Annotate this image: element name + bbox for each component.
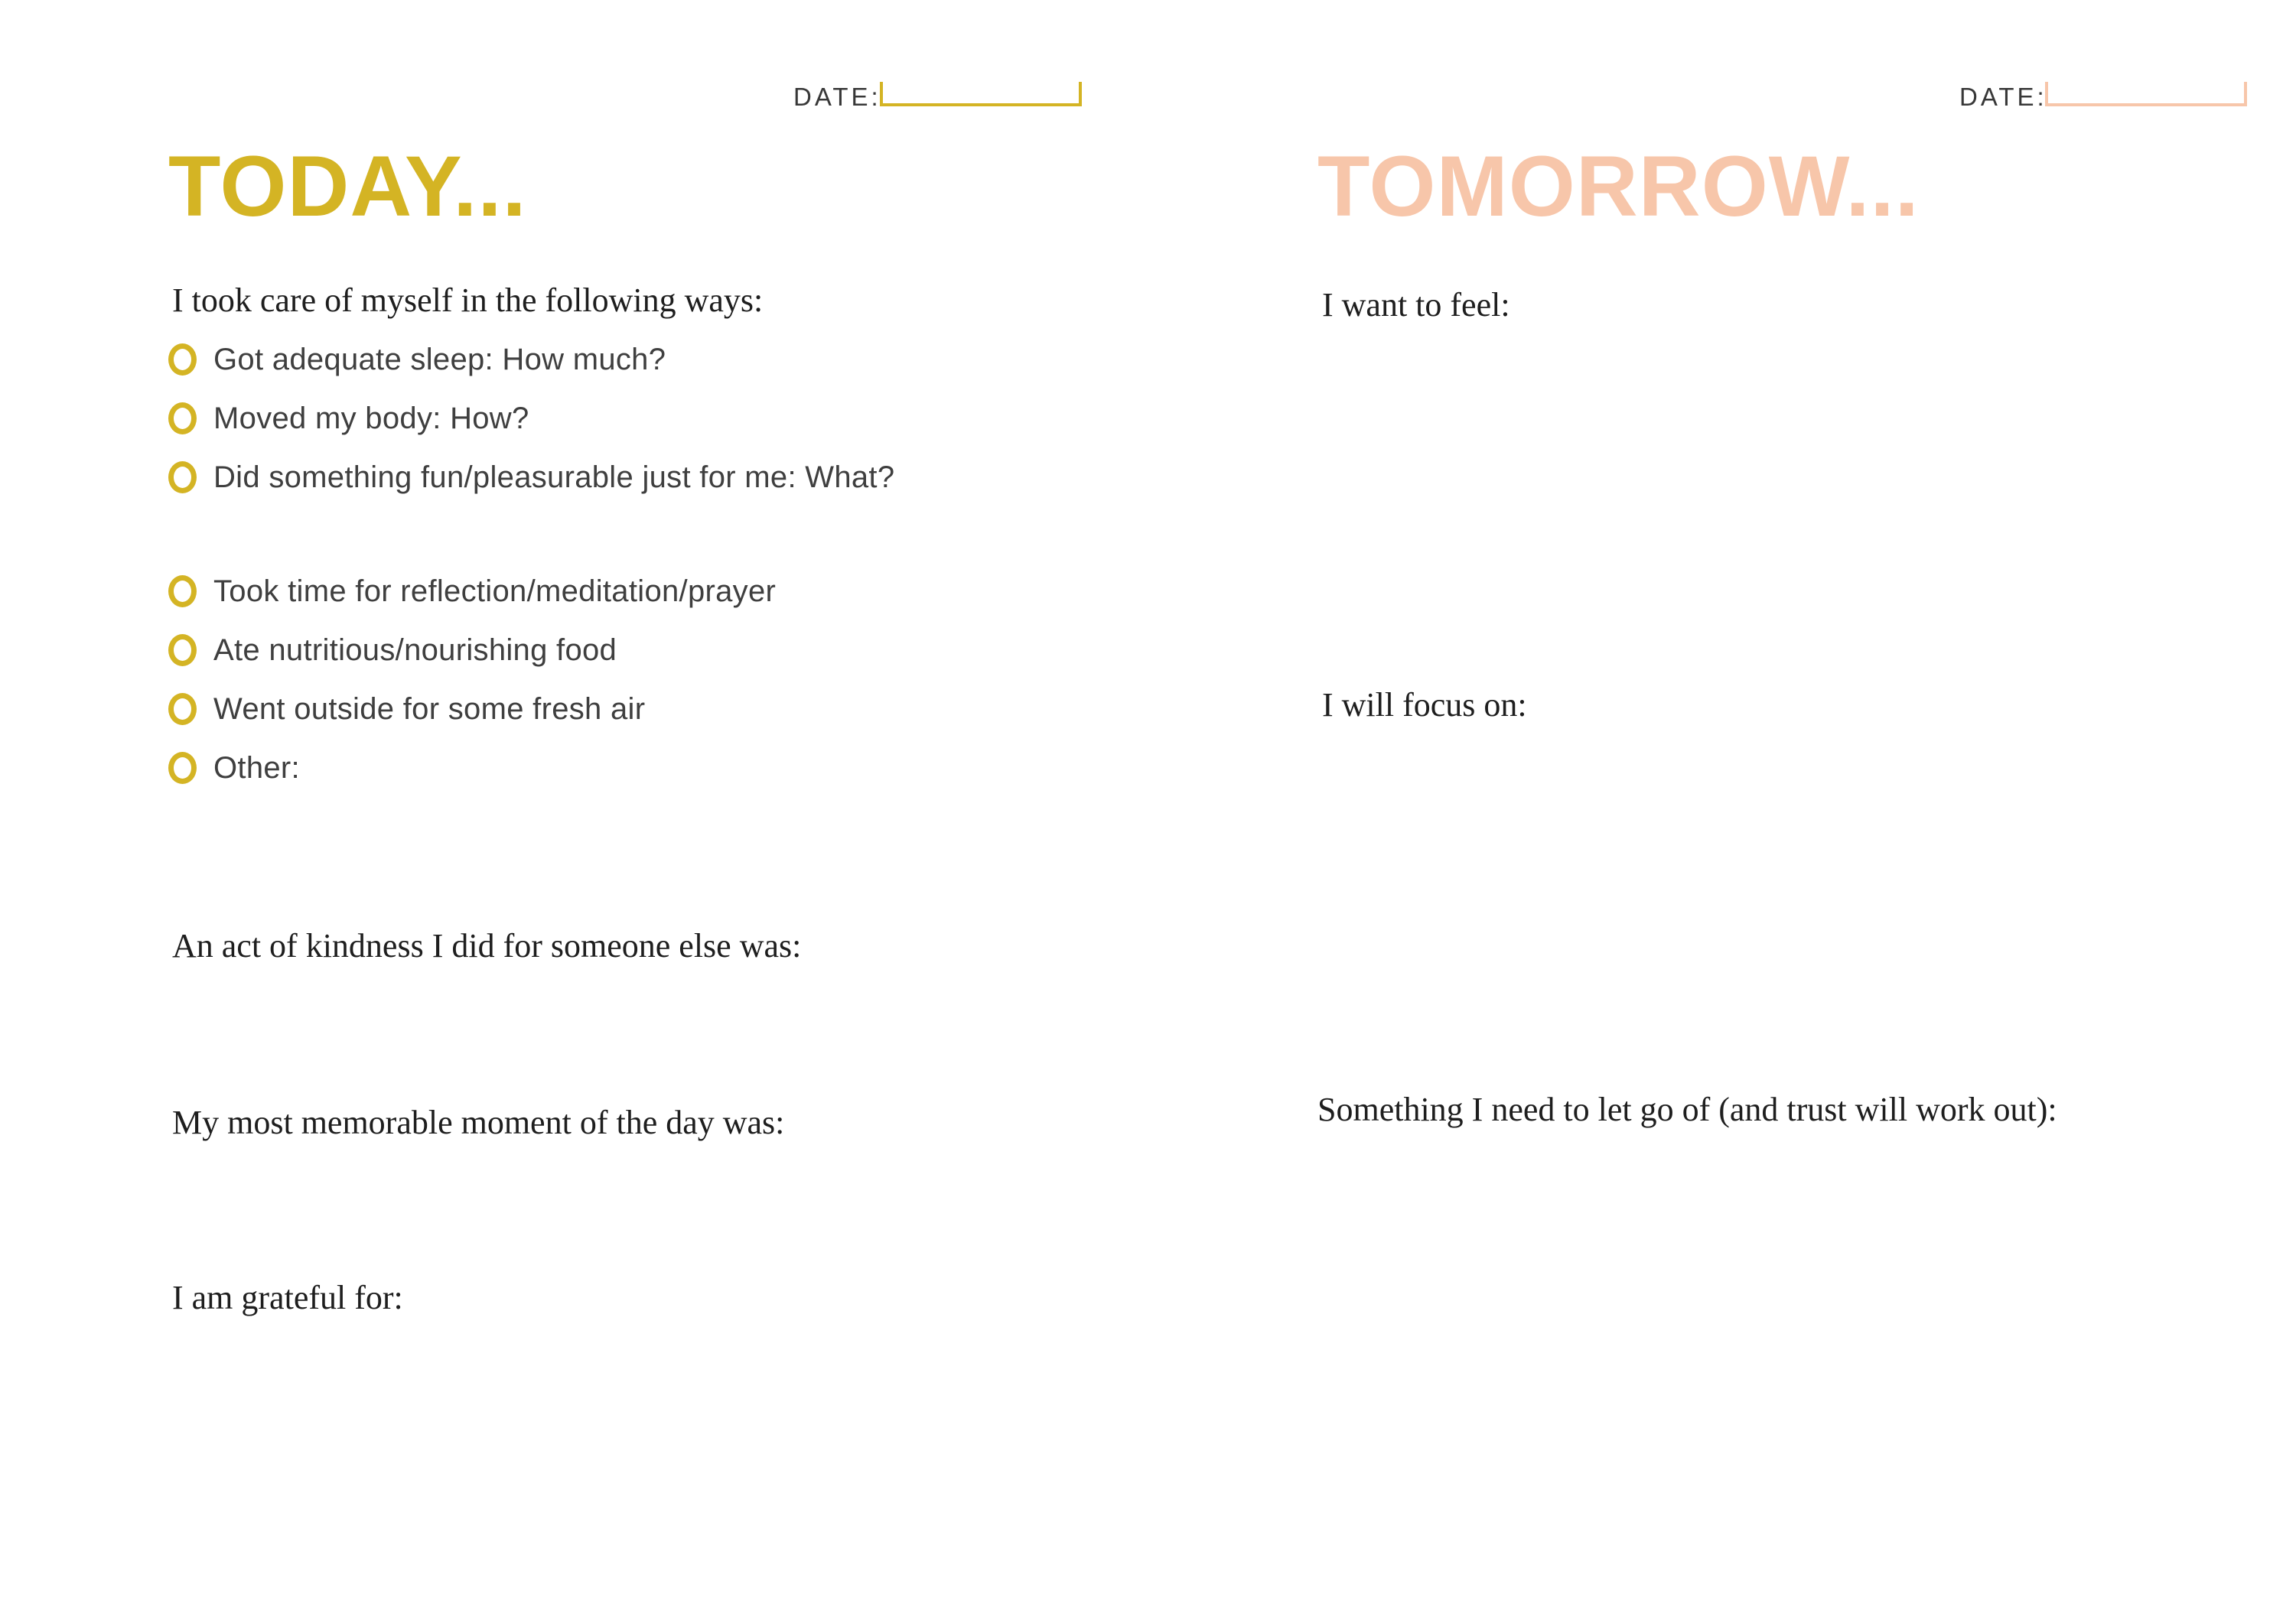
check-circle-icon[interactable] (168, 693, 197, 725)
grateful-prompt: I am grateful for: (172, 1279, 403, 1316)
checklist-item-food[interactable] (168, 633, 617, 667)
checklist-item-moved-body[interactable] (168, 402, 529, 435)
checklist-item-label: Ate nutritious/nourishing food (213, 633, 617, 667)
self-care-prompt: I took care of myself in the following ways: (172, 281, 764, 319)
kindness-prompt: An act of kindness I did for someone else was: (172, 927, 802, 965)
checklist-item-fresh-air[interactable] (168, 692, 645, 726)
checklist-item-label: Took time for reflection/meditation/prayer (213, 574, 777, 608)
today-title: TODAY... (168, 138, 527, 234)
date-field-today[interactable] (880, 82, 1082, 106)
let-go-prompt: Something I need to let go of (and trust will work out): (1317, 1091, 2057, 1128)
checklist-item-reflection[interactable] (168, 574, 776, 608)
tomorrow-title: TOMORROW... (1317, 138, 1920, 234)
check-circle-icon[interactable] (168, 752, 197, 784)
date-label-today: DATE: (793, 83, 881, 111)
check-circle-icon[interactable] (168, 343, 197, 376)
check-circle-icon[interactable] (168, 634, 197, 666)
check-circle-icon[interactable] (168, 402, 197, 434)
checklist-item-label: Did something fun/pleasurable just for me: What? (213, 460, 895, 494)
checklist-item-sleep[interactable] (168, 343, 666, 376)
want-to-feel-prompt: I want to feel: (1322, 286, 1510, 324)
check-circle-icon[interactable] (168, 461, 197, 493)
checklist-item-label: Moved my body: How? (213, 401, 529, 435)
date-field-tomorrow[interactable] (2045, 82, 2247, 106)
checklist-item-label: Went outside for some fresh air (213, 691, 646, 726)
memorable-moment-prompt: My most memorable moment of the day was: (172, 1104, 785, 1141)
checklist-item-label: Got adequate sleep: How much? (213, 342, 666, 376)
checklist-item-label: Other: (213, 750, 300, 785)
date-label-tomorrow: DATE: (1959, 83, 2047, 111)
check-circle-icon[interactable] (168, 575, 197, 607)
focus-on-prompt: I will focus on: (1322, 686, 1527, 724)
checklist-item-fun[interactable] (168, 460, 894, 494)
checklist-item-other[interactable] (168, 751, 300, 785)
